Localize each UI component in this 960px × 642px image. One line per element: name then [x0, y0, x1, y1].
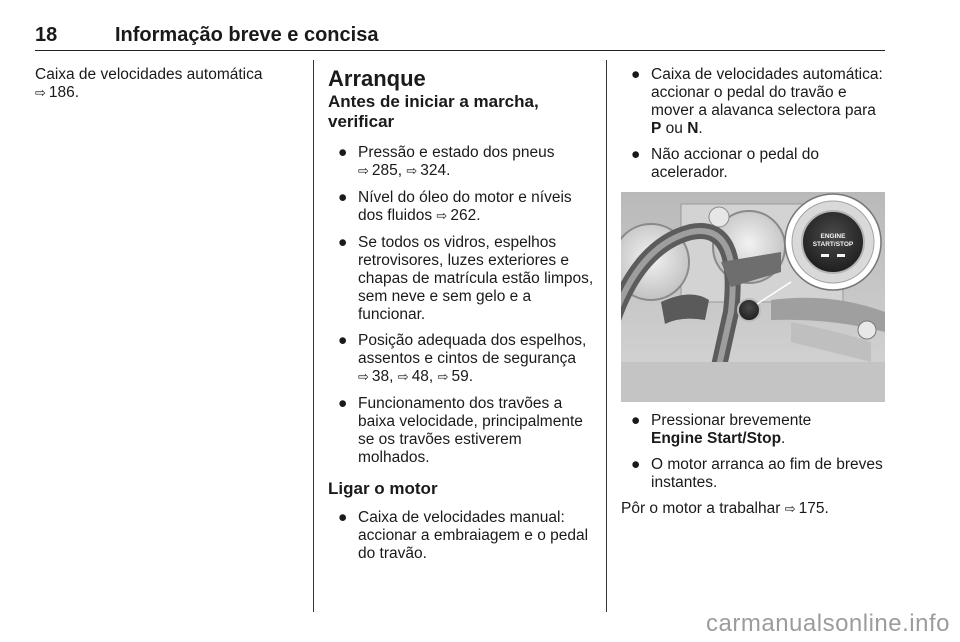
- list-item: ● Caixa de velocidades manual: accionar a embraiagem e o pedal do travão.: [338, 509, 589, 562]
- checklist: [328, 144, 596, 467]
- bullet-icon: ●: [338, 332, 348, 349]
- column-2: [328, 66, 596, 563]
- bullet-icon: ●: [631, 412, 641, 429]
- page-number: 18: [35, 24, 58, 46]
- subsection-heading: Ligar o motor: [328, 479, 438, 498]
- arrow-icon: ⇨: [35, 86, 46, 101]
- cross-reference[interactable]: ⇨ 59.: [437, 368, 474, 385]
- arrow-icon: ⇨: [358, 370, 369, 385]
- column-divider: [313, 60, 314, 612]
- list-item: ● Nível do óleo do motor e níveis dos fluidos ⇨ 262.: [338, 189, 572, 224]
- arrow-icon: ⇨: [358, 164, 369, 179]
- bullet-icon: ●: [631, 146, 641, 163]
- bullet-icon: ●: [338, 234, 348, 251]
- bullet-icon: ●: [631, 66, 641, 83]
- cross-reference[interactable]: ⇨ 324.: [406, 162, 451, 179]
- column-3: [621, 66, 889, 519]
- start-list-continued: [621, 66, 889, 182]
- bullet-icon: ●: [631, 456, 641, 473]
- bullet-icon: ●: [338, 509, 348, 526]
- list-item: ● Posição adequada dos espelhos, assentos e cintos de segurança ⇨ 38, ⇨ 48, ⇨ 59.: [338, 332, 587, 385]
- cross-reference[interactable]: ⇨ 262.: [436, 207, 481, 224]
- gear-position-n: N: [687, 120, 699, 137]
- arrow-icon: ⇨: [406, 164, 418, 179]
- page-title: Informação breve e concisa: [115, 24, 379, 46]
- cross-reference[interactable]: ⇨ 285,: [358, 162, 403, 179]
- press-list: [621, 412, 889, 492]
- arrow-icon: ⇨: [784, 502, 796, 517]
- indicator-light: [821, 254, 829, 257]
- list-item: ● Não accionar o pedal do acelerador.: [631, 146, 820, 181]
- arrow-icon: ⇨: [397, 370, 409, 385]
- list-item: ● Pressão e estado dos pneus ⇨ 285, ⇨ 324.: [338, 144, 555, 179]
- list-item: ● Caixa de velocidades automática: accionar o pedal do travão e mover a alavanca selectora para P ou N.: [631, 66, 883, 137]
- cross-reference[interactable]: ⇨ 38,: [358, 368, 394, 385]
- watermark: carmanualsonline.info: [706, 610, 950, 637]
- cross-reference[interactable]: ⇨ 48,: [397, 368, 434, 385]
- page-header: [35, 22, 885, 51]
- gear-position-p: P: [651, 120, 662, 137]
- column-divider: [606, 60, 607, 612]
- list-item: ● Se todos os vidros, espelhos retrovisores, luzes exteriores e chapas de matrícula estão limpos, sem neve e sem gelo e a funcionar.: [338, 234, 594, 323]
- arrow-icon: ⇨: [436, 209, 448, 224]
- list-item: ● O motor arranca ao fim de breves instantes.: [631, 456, 883, 491]
- button-name: Engine Start/Stop: [651, 430, 782, 447]
- arrow-icon: ⇨: [437, 370, 449, 385]
- text-line: Caixa de velocidades automática: [35, 66, 263, 83]
- cross-reference[interactable]: ⇨ 186.: [35, 84, 80, 101]
- dashboard-illustration: [621, 192, 885, 402]
- button-label-line1: ENGINE: [820, 233, 846, 240]
- bullet-icon: ●: [338, 189, 348, 206]
- indicator-light: [837, 254, 845, 257]
- dashboard-image: [621, 192, 885, 402]
- section-heading: Arranque: [328, 66, 426, 91]
- start-list: [328, 509, 596, 563]
- list-item: ● Funcionamento dos travões a baixa velocidade, principalmente se os travões estiverem molhados.: [338, 395, 583, 466]
- list-item: ● Pressionar brevemente Engine Start/Stop.: [631, 412, 812, 447]
- cross-reference[interactable]: ⇨ 175.: [784, 500, 829, 517]
- bullet-icon: ●: [338, 144, 348, 161]
- subsection-heading: Antes de iniciar a marcha, verificar: [328, 92, 539, 131]
- footer-text: Pôr o motor a trabalhar ⇨ 175.: [621, 500, 829, 517]
- bullet-icon: ●: [338, 395, 348, 412]
- column-1: [35, 66, 305, 103]
- button-label-line2: START/STOP: [812, 241, 854, 248]
